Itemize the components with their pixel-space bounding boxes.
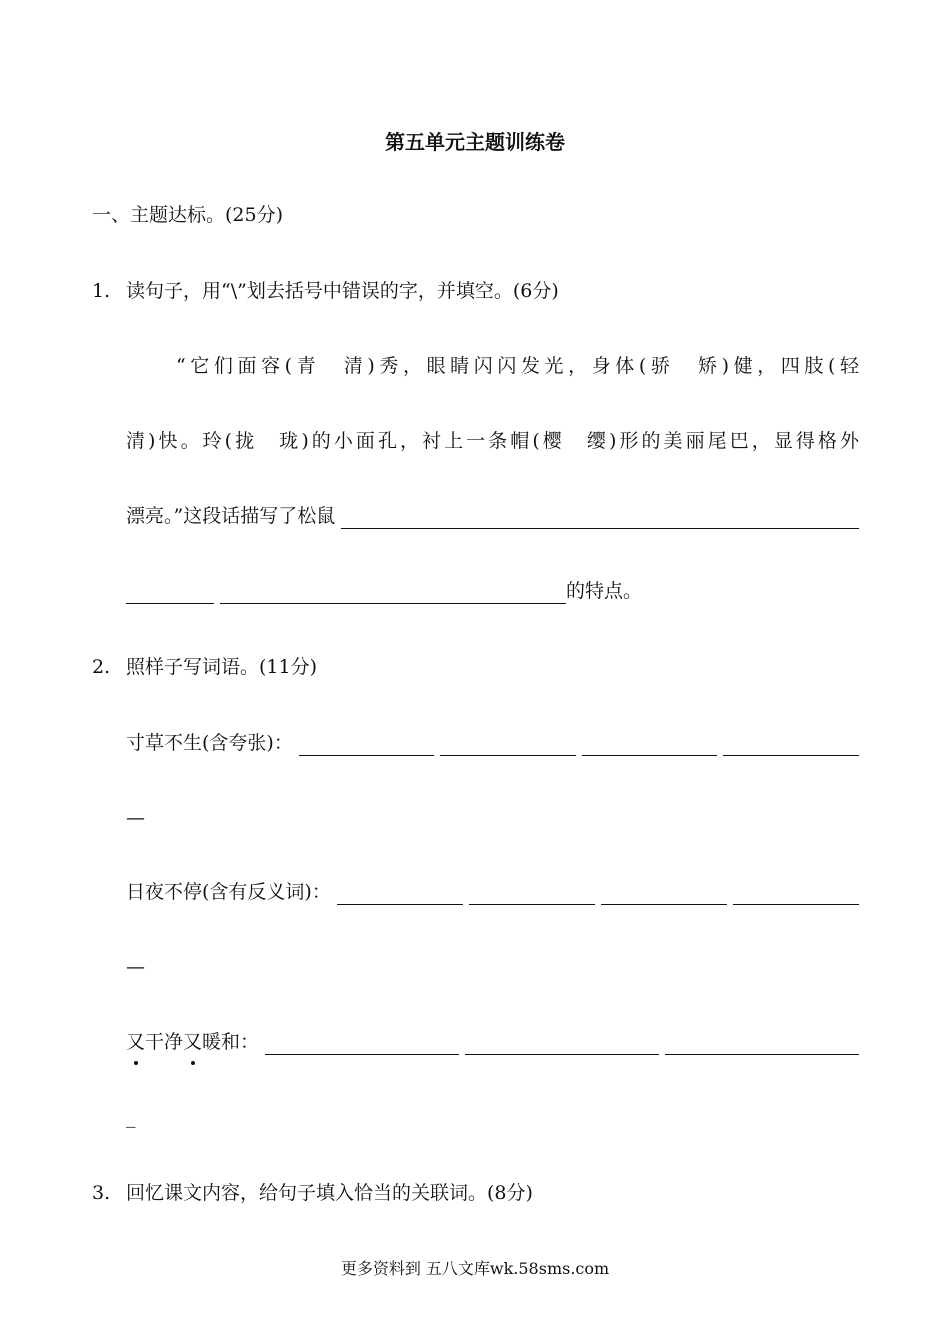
blank-overflow: _ <box>126 1106 136 1128</box>
word-item-label: 又干净又暖和： <box>126 1031 260 1053</box>
answer-blank[interactable] <box>220 581 566 604</box>
word-item-1 <box>126 730 859 756</box>
passage-line: 漂亮。”这段话描写了松鼠 <box>126 503 859 529</box>
answer-blank[interactable] <box>299 733 435 756</box>
answer-blank[interactable] <box>665 1032 859 1055</box>
answer-blank[interactable] <box>337 882 463 905</box>
answer-blank[interactable] <box>469 882 595 905</box>
answer-blank[interactable] <box>341 506 859 529</box>
answer-blank[interactable] <box>265 1032 459 1055</box>
blank-overflow: — <box>126 807 145 829</box>
question-number: 2. <box>92 656 111 678</box>
answer-blank[interactable] <box>601 882 727 905</box>
question-1 <box>92 278 559 304</box>
word-item-2 <box>126 879 859 905</box>
word-item-label: 日夜不停(含有反义词)： <box>126 881 331 903</box>
answer-blank[interactable] <box>723 733 859 756</box>
question-2 <box>92 654 317 680</box>
passage-line: 的特点。 <box>126 578 859 604</box>
question-prompt: 回忆课文内容，给句子填入恰当的关联词。(8分) <box>126 1182 533 1204</box>
question-number: 1. <box>92 280 111 302</box>
page-footer: 更多资料到 五八文库wk.58sms.com <box>340 1259 610 1278</box>
answer-blank[interactable] <box>733 882 859 905</box>
emphasis-char: 又 <box>126 1031 146 1053</box>
answer-blank[interactable] <box>126 581 214 604</box>
blank-overflow: — <box>126 956 145 978</box>
passage-line: 清)快。玲(拢 珑)的小面孔，衬上一条帽(樱 缨)形的美丽尾巴，显得格外 <box>126 430 859 452</box>
question-number: 3. <box>92 1182 111 1204</box>
question-prompt: 照样子写词语。(11分) <box>126 656 318 678</box>
answer-blank[interactable] <box>582 733 718 756</box>
section-heading: 一、主题达标。(25分) <box>92 204 284 226</box>
answer-blank[interactable] <box>465 1032 659 1055</box>
question-3 <box>92 1180 533 1206</box>
question-prompt: 读句子，用“\”划去括号中错误的字，并填空。(6分) <box>126 280 559 302</box>
passage-line: “它们面容(青 清)秀，眼睛闪闪发光，身体(骄 矫)健，四肢(轻 <box>176 355 859 377</box>
answer-blank[interactable] <box>440 733 576 756</box>
word-item-3 <box>126 1029 859 1055</box>
emphasis-char: 又 <box>183 1031 203 1053</box>
page-title: 第五单元主题训练卷 <box>385 130 565 154</box>
word-item-label: 寸草不生(含夸张)： <box>126 732 293 754</box>
